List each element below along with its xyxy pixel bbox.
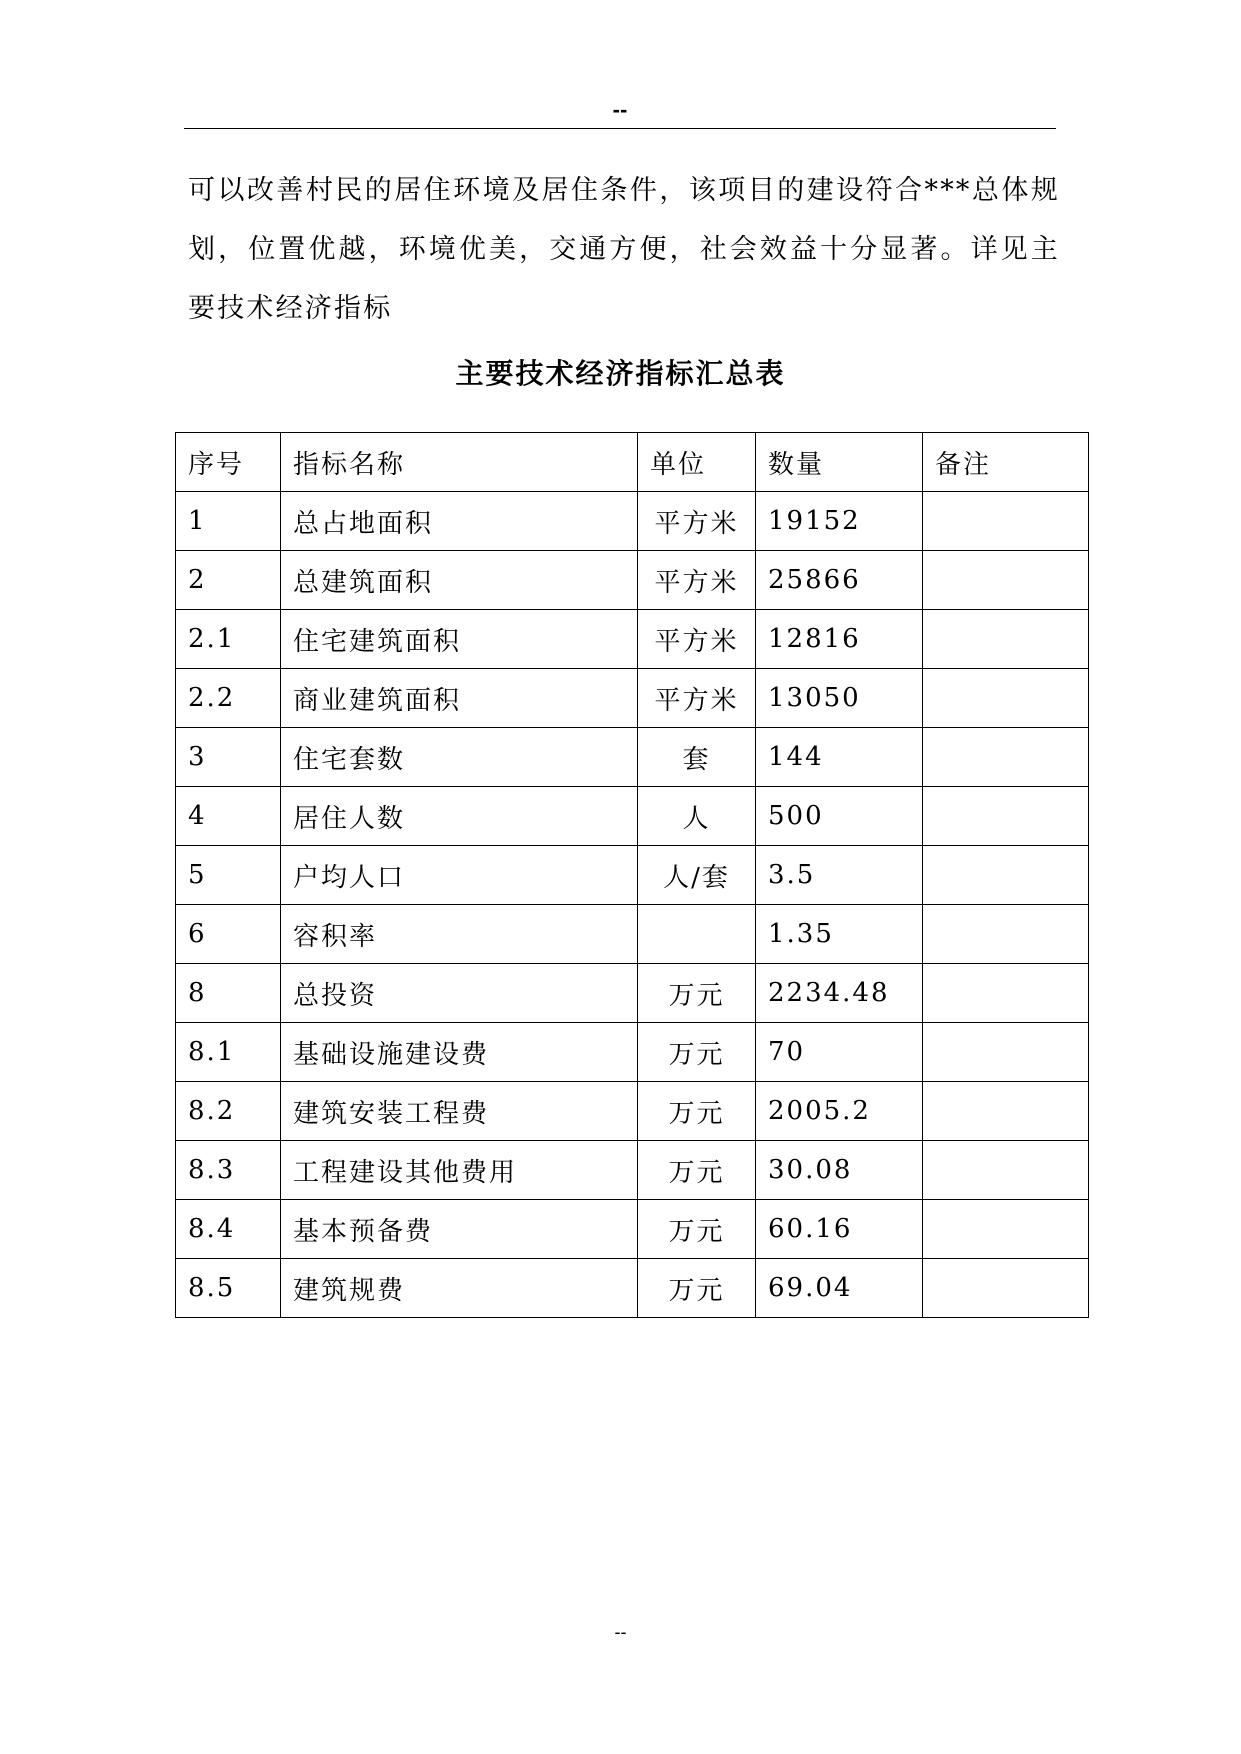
cell-note <box>923 1259 1089 1318</box>
cell-note <box>923 728 1089 787</box>
cell-qty: 500 <box>756 787 923 846</box>
table-row <box>176 610 1089 669</box>
cell-note <box>923 1023 1089 1082</box>
cell-qty: 13050 <box>756 669 923 728</box>
cell-seq: 1 <box>176 492 281 551</box>
page-footer <box>0 1620 1241 1644</box>
cell-seq: 3 <box>176 728 281 787</box>
cell-note <box>923 846 1089 905</box>
table-row <box>176 787 1089 846</box>
cell-qty: 1.35 <box>756 905 923 964</box>
cell-name: 户均人口 <box>281 846 638 905</box>
cell-qty: 30.08 <box>756 1141 923 1200</box>
cell-qty: 60.16 <box>756 1200 923 1259</box>
cell-unit: 平方米 <box>638 610 756 669</box>
cell-qty: 144 <box>756 728 923 787</box>
table-row <box>176 551 1089 610</box>
body-paragraph: 可以改善村民的居住环境及居住条件，该项目的建设符合***总体规划，位置优越，环境优美，交通方便，社会效益十分显著。详见主要技术经济指标 <box>188 175 1060 324</box>
cell-unit: 套 <box>638 728 756 787</box>
cell-qty: 2005.2 <box>756 1082 923 1141</box>
cell-unit: 人 <box>638 787 756 846</box>
cell-name: 总占地面积 <box>281 492 638 551</box>
cell-name: 基础设施建设费 <box>281 1023 638 1082</box>
table-row <box>176 492 1089 551</box>
cell-name: 建筑安装工程费 <box>281 1082 638 1141</box>
cell-name: 基本预备费 <box>281 1200 638 1259</box>
header-name: 指标名称 <box>281 433 638 492</box>
cell-unit: 万元 <box>638 964 756 1023</box>
cell-seq: 6 <box>176 905 281 964</box>
cell-seq: 2.1 <box>176 610 281 669</box>
cell-unit: 万元 <box>638 1200 756 1259</box>
table-row <box>176 1082 1089 1141</box>
header-seq: 序号 <box>176 433 281 492</box>
cell-unit: 万元 <box>638 1082 756 1141</box>
page-header <box>184 92 1056 129</box>
page-header-text: -- <box>612 97 628 122</box>
table-row <box>176 1200 1089 1259</box>
cell-qty: 19152 <box>756 492 923 551</box>
cell-note <box>923 610 1089 669</box>
cell-qty: 12816 <box>756 610 923 669</box>
cell-qty: 69.04 <box>756 1259 923 1318</box>
table-row <box>176 728 1089 787</box>
table-header-row <box>176 433 1089 492</box>
cell-note <box>923 669 1089 728</box>
cell-unit: 万元 <box>638 1023 756 1082</box>
cell-name: 容积率 <box>281 905 638 964</box>
cell-seq: 5 <box>176 846 281 905</box>
cell-unit: 万元 <box>638 1141 756 1200</box>
cell-unit: 万元 <box>638 1259 756 1318</box>
cell-qty: 70 <box>756 1023 923 1082</box>
cell-name: 居住人数 <box>281 787 638 846</box>
table-row <box>176 1259 1089 1318</box>
cell-seq: 2.2 <box>176 669 281 728</box>
cell-unit: 平方米 <box>638 551 756 610</box>
table-title: 主要技术经济指标汇总表 <box>455 357 786 390</box>
cell-note <box>923 1141 1089 1200</box>
cell-seq: 8 <box>176 964 281 1023</box>
header-unit: 单位 <box>638 433 756 492</box>
cell-seq: 8.5 <box>176 1259 281 1318</box>
table-row <box>176 669 1089 728</box>
cell-name: 工程建设其他费用 <box>281 1141 638 1200</box>
cell-note <box>923 1200 1089 1259</box>
table-row <box>176 846 1089 905</box>
cell-qty: 25866 <box>756 551 923 610</box>
cell-note <box>923 492 1089 551</box>
cell-name: 总建筑面积 <box>281 551 638 610</box>
table-row <box>176 905 1089 964</box>
table-row <box>176 1141 1089 1200</box>
cell-note <box>923 1082 1089 1141</box>
cell-seq: 8.2 <box>176 1082 281 1141</box>
cell-qty: 2234.48 <box>756 964 923 1023</box>
cell-name: 商业建筑面积 <box>281 669 638 728</box>
indicator-summary-table <box>175 432 1089 1318</box>
cell-seq: 8.4 <box>176 1200 281 1259</box>
header-qty: 数量 <box>756 433 923 492</box>
page-footer-text: -- <box>614 1622 627 1642</box>
cell-name: 住宅套数 <box>281 728 638 787</box>
cell-note <box>923 551 1089 610</box>
cell-seq: 4 <box>176 787 281 846</box>
cell-name: 总投资 <box>281 964 638 1023</box>
cell-note <box>923 905 1089 964</box>
cell-qty: 3.5 <box>756 846 923 905</box>
cell-note <box>923 964 1089 1023</box>
cell-seq: 8.3 <box>176 1141 281 1200</box>
cell-seq: 2 <box>176 551 281 610</box>
cell-note <box>923 787 1089 846</box>
cell-name: 住宅建筑面积 <box>281 610 638 669</box>
cell-unit <box>638 905 756 964</box>
cell-unit: 平方米 <box>638 492 756 551</box>
table-row <box>176 1023 1089 1082</box>
cell-seq: 8.1 <box>176 1023 281 1082</box>
cell-unit: 人/套 <box>638 846 756 905</box>
table-row <box>176 964 1089 1023</box>
cell-unit: 平方米 <box>638 669 756 728</box>
header-note: 备注 <box>923 433 1089 492</box>
cell-name: 建筑规费 <box>281 1259 638 1318</box>
